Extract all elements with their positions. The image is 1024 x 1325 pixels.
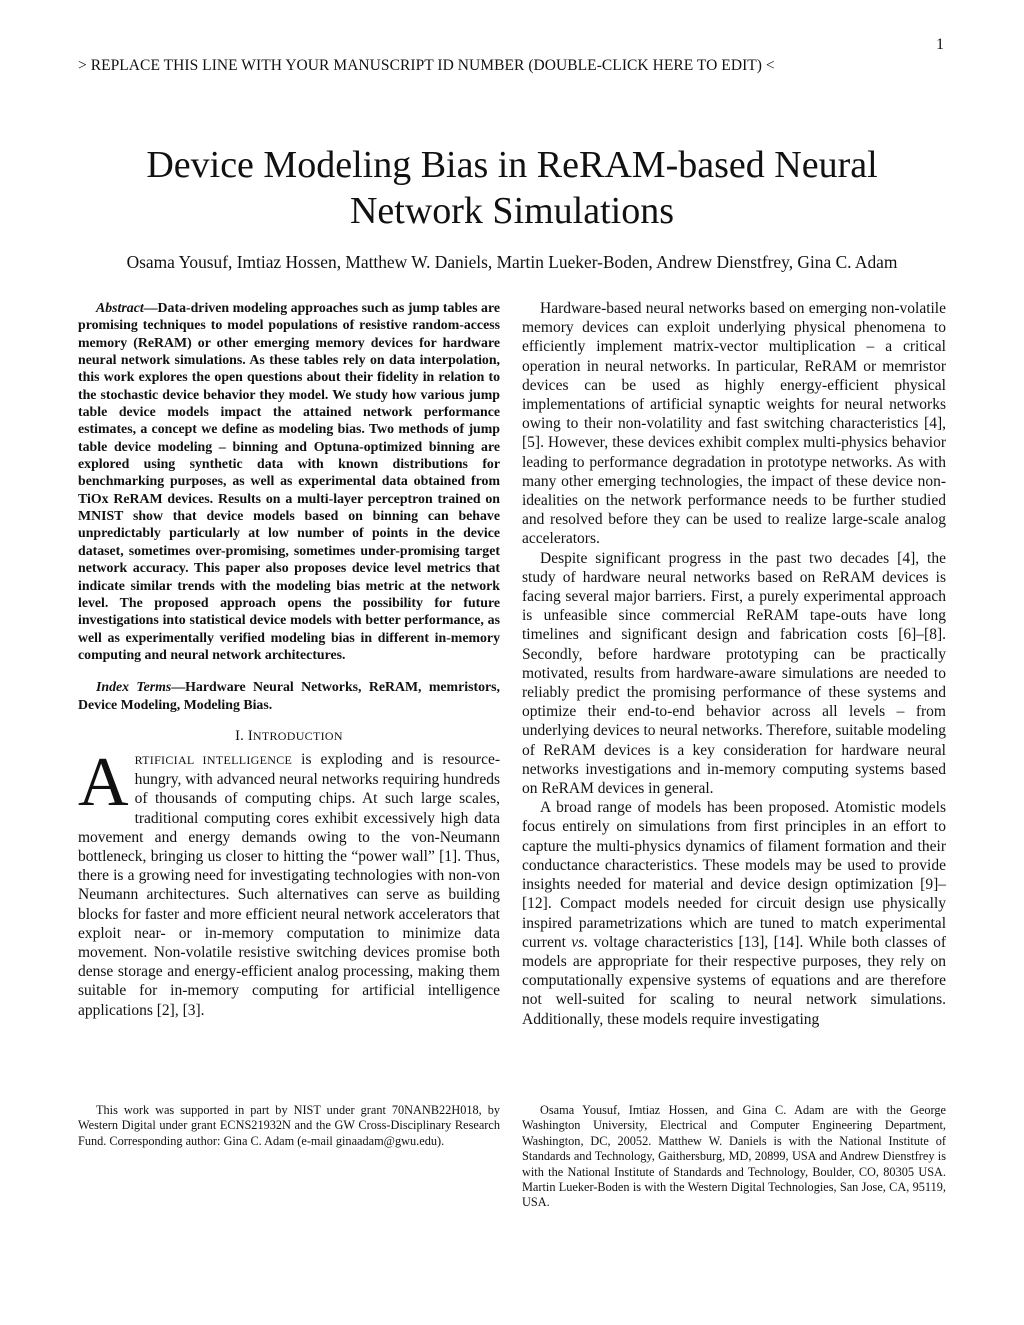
- index-terms-text: —Hardware Neural Networks, ReRAM, memristors, Device Modeling, Modeling Bias.: [78, 679, 500, 712]
- intro-smallcaps: RTIFICIAL INTELLIGENCE: [134, 752, 293, 767]
- intro-paragraph-2: Hardware-based neural networks based on emerging non-volatile memory devices can exploit underlying physical phenomena to efficiently implement matrix-vector multiplication – a critical operation in neural networks. In particular, ReRAM or memristor devices can be used as highly energy-efficient physical implementations of artificial synaptic weights for neural networks owing to their non-volatility and fast switching characteristics [4], [5]. However, these devices exhibit complex multi-physics behavior leading to performance degradation in prototype networks. As with many other emerging technologies, the impact of these device non-idealities on the network performance needs to be further studied and resolved before they can be used to realize large-scale analog accelerators.: [522, 300, 946, 548]
- intro-paragraph-4: [522, 798, 946, 1028]
- abstract: [78, 299, 500, 663]
- index-terms: [78, 678, 500, 713]
- left-column: [78, 299, 500, 1020]
- section-title-rest: NTRODUCTION: [252, 728, 343, 743]
- funding-footnote: This work was supported in part by NIST under grant 70NANB22H018, by Western Digital under grant ECNS21932N and the GW Cross-Disciplinary Research Fund. Corresponding author: Gina C. Adam (e-mail ginaadam@gwu.edu).: [78, 1103, 500, 1148]
- index-terms-lead: Index Terms: [96, 679, 172, 695]
- section-heading-introduction: [78, 728, 500, 745]
- intro-paragraph-4-b: voltage characteristics [13], [14]. While both classes of models are appropriate for their respective purposes, they rely on computationally expensive systems of equations and are therefore not well-suited for scaling to neural network simulations. Additionally, these models require investigating: [522, 933, 947, 1028]
- intro-paragraph-4-vs: vs.: [571, 933, 589, 951]
- abstract-text: —Data-driven modeling approaches such as jump tables are promising techniques to model populations of resistive random-access memory (ReRAM) or other emerging memory devices for hardware neural network simulations. As these tables rely on data interpolation, this work explores the open questions about their fidelity in relation to the stochastic device behavior they model. We study how various jump table device models impact the attained network performance estimates, a concept we define as modeling bias. Two methods of jump table device modeling – binning and Optuna-optimized binning are explored using synthetic data with known distributions for benchmarking purposes, as well as experimental data obtained from TiOx ReRAM devices. Results on a multi-layer perceptron trained on MNIST show that device models based on binning can behave unpredictably particularly at low number of points in the device dataset, sometimes over-promising, sometimes under-promising target network accuracy. This paper also proposes device level metrics that indicate similar trends with the modeling bias metric at the network level. The proposed approach opens the possibility for future investigations into statistical device models with better performance, as well as experimentally verified modeling bias in different in-memory computing and neural network architectures.: [78, 300, 500, 662]
- abstract-lead: Abstract: [96, 300, 144, 315]
- right-column: [522, 299, 946, 1029]
- drop-cap: A: [78, 743, 129, 821]
- author-list: Osama Yousuf, Imtiaz Hossen, Matthew W. Daniels, Martin Lueker-Boden, Andrew Dienstfrey, Gina C. Adam: [126, 252, 898, 272]
- manuscript-header: > REPLACE THIS LINE WITH YOUR MANUSCRIPT ID NUMBER (DOUBLE-CLICK HERE TO EDIT) <: [78, 57, 775, 74]
- section-number: I.: [235, 727, 248, 744]
- section-title-first: I: [247, 727, 253, 744]
- intro-paragraph-3: Despite significant progress in the past two decades [4], the study of hardware neural networks based on ReRAM devices is facing several major barriers. First, a purely experimental approach is unfeasible since commercial ReRAM tape-outs have long timelines and significant design and fabrication costs [6]–[8]. Secondly, before hardware prototyping can be practically motivated, results from hardware-aware simulations are needed to reliably predict the promising performance of these systems and optimize their end-to-end behavior across all levels – from underlying devices to neural networks. Therefore, suitable modeling of ReRAM devices is a key consideration for hardware neural networks investigations and in-memory computing systems based on ReRAM devices in general.: [522, 549, 946, 798]
- affiliation-footnote: Osama Yousuf, Imtiaz Hossen, and Gina C. Adam are with the George Washington University, Electrical and Computer Engineering Department, Washington, DC, 20052. Matthew W. Daniels is with the National Institute of Standards and Technology, Gaithersburg, MD, 20899, USA and Andrew Dienstfrey is with the National Institute of Standards and Technology, Boulder, CO, 80305 USA. Martin Lueker-Boden is with the Western Digital Technologies, San Jose, CA, 95119, USA.: [522, 1103, 946, 1210]
- page-number: 1: [936, 36, 944, 53]
- intro-paragraph-1: [78, 743, 500, 1020]
- intro-paragraph-1-text: is exploding and is resource-hungry, with advanced neural networks requiring hundreds of thousands of computing chips. At such large scales, traditional computing cores exhibit excessively high data movement and energy demands owing to the von-Neumann bottleneck, bringing us closer to hitting the “power wall” [1]. Thus, there is a growing need for investigating technologies with non-von Neumann architectures. Such alternatives can serve as building blocks for faster and more efficient neural network accelerators that exploit near- or in-memory computation to minimize data movement. Non-volatile resistive switching devices promise both dense storage and energy-efficient analog processing, making them suitable for in-memory computing for artificial intelligence applications [2], [3].: [78, 750, 500, 1019]
- intro-paragraph-4-a: A broad range of models has been proposed. Atomistic models focus entirely on simulations from first principles in an effort to capture the multi-physics dynamics of filament formation and their conductance characteristics. These models may be used to provide insights needed for material and device design optimization [9]–[12]. Compact models needed for circuit design use physically inspired parametrizations which are tuned to match experimental current: [522, 799, 946, 951]
- paper-title: Device Modeling Bias in ReRAM-based Neural Network Simulations: [146, 144, 878, 232]
